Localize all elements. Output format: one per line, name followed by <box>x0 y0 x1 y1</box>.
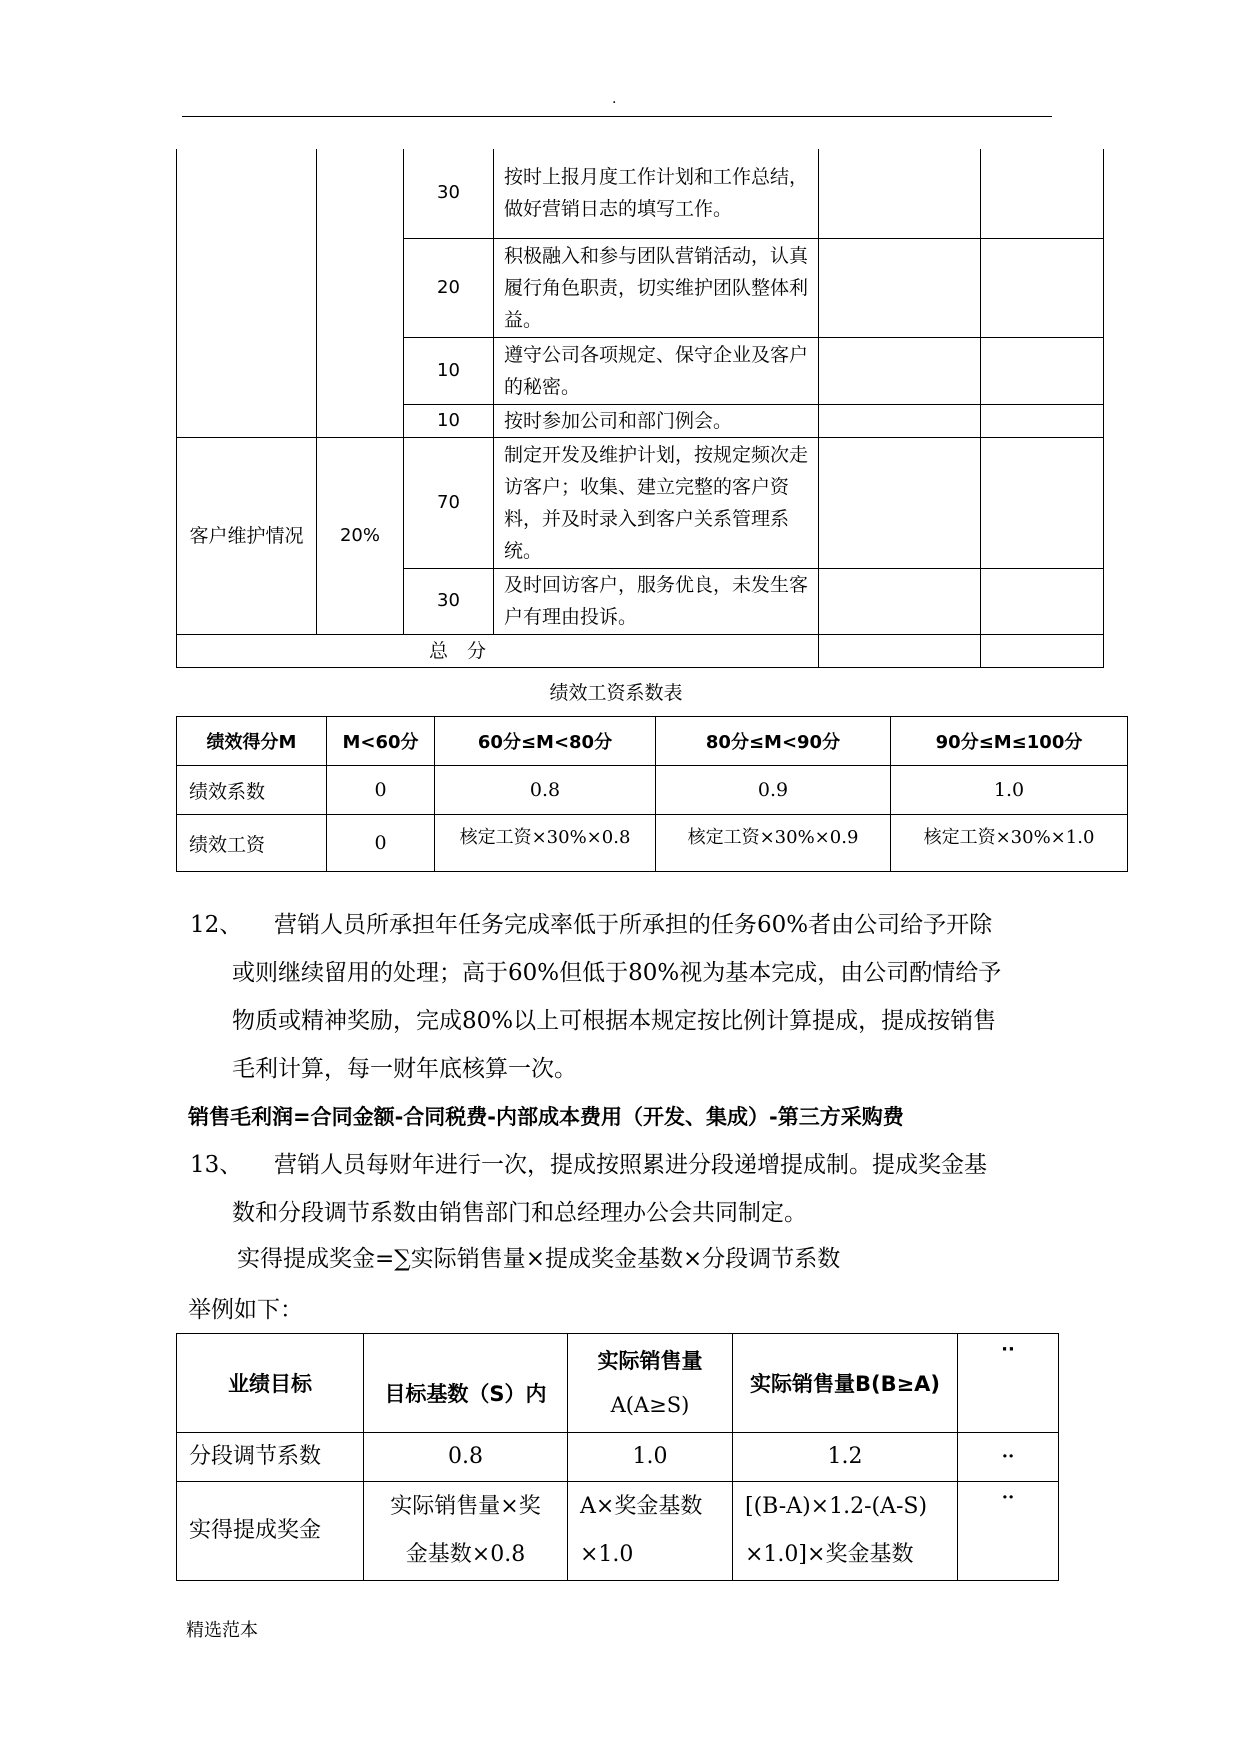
self-score-cell <box>819 568 981 634</box>
criteria-cell: 遵守公司各项规定、保守企业及客户的秘密。 <box>494 337 819 404</box>
category-cell: 客户维护情况 <box>177 437 317 634</box>
review-score-cell <box>981 568 1104 634</box>
table-cell: 核定工资×30%×1.0 <box>891 815 1128 872</box>
table-row <box>177 1482 1059 1581</box>
score-cell: 30 <box>404 149 494 238</box>
performance-coefficient-table <box>176 716 1128 872</box>
paragraph-text: 物质或精神奖励，完成80%以上可根据本规定按比例计算提成，提成按销售 <box>232 1008 997 1034</box>
paragraph-index: 13、 <box>190 1152 243 1178</box>
coefficient-table-caption: 绩效工资系数表 <box>549 682 683 704</box>
review-score-cell <box>981 149 1104 238</box>
table-cell: 1.2 <box>733 1433 958 1482</box>
paragraph-text: 数和分段调节系数由销售部门和总经理办公会共同制定。 <box>232 1200 807 1226</box>
table-cell: 0.8 <box>435 766 656 815</box>
self-score-cell <box>819 404 981 437</box>
score-cell: 30 <box>404 568 494 634</box>
column-header: 业绩目标 <box>177 1334 364 1433</box>
table-row <box>177 815 1128 872</box>
table-header-row <box>177 1334 1059 1433</box>
column-header: 目标基数（S）内 <box>364 1334 568 1433</box>
category-cell-empty <box>177 149 317 437</box>
table-cell <box>568 1482 733 1581</box>
header-dot: . <box>612 91 617 107</box>
row-label: 绩效工资 <box>177 815 327 872</box>
column-header: 80分≤M<90分 <box>656 717 891 766</box>
self-score-cell <box>819 238 981 337</box>
column-header: 60分≤M<80分 <box>435 717 656 766</box>
column-header-line: A(A≥S) <box>610 1393 690 1417</box>
row-label: 分段调节系数 <box>177 1433 364 1482</box>
column-header: 实际销售量B(B≥A) <box>733 1334 958 1433</box>
table-cell: 0 <box>327 815 435 872</box>
score-cell: 10 <box>404 337 494 404</box>
paragraph-text: 营销人员所承担年任务完成率低于所承担的任务60%者由公司给予开除 <box>274 912 993 938</box>
column-header <box>568 1334 733 1433</box>
table-cell-ellipsis: ·· <box>958 1482 1059 1581</box>
self-score-cell <box>819 437 981 568</box>
criteria-cell: 及时回访客户，服务优良，未发生客户有理由投诉。 <box>494 568 819 634</box>
column-header: 绩效得分M <box>177 717 327 766</box>
table-cell-ellipsis: ·· <box>958 1433 1059 1482</box>
table-header-row <box>177 717 1128 766</box>
total-row <box>177 634 1104 667</box>
table-row <box>177 766 1128 815</box>
table-cell: 核定工资×30%×0.8 <box>435 815 656 872</box>
table-cell <box>733 1482 958 1581</box>
review-score-cell <box>981 238 1104 337</box>
performance-items-table <box>176 149 1104 668</box>
criteria-cell: 按时参加公司和部门例会。 <box>494 404 819 437</box>
table-cell <box>364 1482 568 1581</box>
total-review-score-cell <box>981 634 1104 667</box>
table-row <box>177 1433 1059 1482</box>
row-label: 实得提成奖金 <box>177 1482 364 1581</box>
example-label: 举例如下： <box>188 1297 303 1323</box>
table-cell: 1.0 <box>568 1433 733 1482</box>
paragraph-text: 或则继续留用的处理；高于60%但低于80%视为基本完成，由公司酌情给予 <box>232 960 1002 986</box>
total-label: 总 分 <box>177 634 819 667</box>
paragraph-index: 12、 <box>190 912 243 938</box>
cell-line: 实际销售量×奖 <box>390 1494 541 1519</box>
column-header: M<60分 <box>327 717 435 766</box>
paragraph-12 <box>190 901 1090 1093</box>
score-cell: 10 <box>404 404 494 437</box>
score-cell: 20 <box>404 238 494 337</box>
header-rule <box>182 116 1052 117</box>
cell-line: [(B-A)×1.2-(A-S) <box>745 1494 928 1519</box>
column-header: 90分≤M≤100分 <box>891 717 1128 766</box>
table-cell: 1.0 <box>891 766 1128 815</box>
cell-line: 金基数×0.8 <box>405 1542 526 1567</box>
paragraph-13 <box>190 1141 1090 1237</box>
review-score-cell <box>981 404 1104 437</box>
table-cell: 0.8 <box>364 1433 568 1482</box>
table-row <box>177 437 1104 568</box>
column-header-ellipsis: ·· <box>958 1334 1059 1433</box>
self-score-cell <box>819 149 981 238</box>
table-cell: 0 <box>327 766 435 815</box>
table-row <box>177 149 1104 238</box>
criteria-cell: 按时上报月度工作计划和工作总结，做好营销日志的填写工作。 <box>494 149 819 238</box>
profit-formula: 销售毛利润=合同金额-合同税费-内部成本费用（开发、集成）-第三方采购费 <box>188 1105 904 1129</box>
footer-label: 精选范本 <box>186 1620 258 1641</box>
table-cell: 核定工资×30%×0.9 <box>656 815 891 872</box>
bonus-example-table <box>176 1333 1059 1581</box>
weight-cell-empty <box>317 149 404 437</box>
criteria-cell: 制定开发及维护计划，按规定频次走访客户；收集、建立完整的客户资料，并及时录入到客户关系管理系统。 <box>494 437 819 568</box>
cell-line: ×1.0 <box>580 1542 634 1567</box>
paragraph-text: 毛利计算，每一财年底核算一次。 <box>232 1056 577 1082</box>
score-cell: 70 <box>404 437 494 568</box>
column-header-line: 实际销售量 <box>597 1349 703 1373</box>
cell-line: A×奖金基数 <box>580 1494 703 1519</box>
weight-cell: 20% <box>317 437 404 634</box>
cell-line: ×1.0]×奖金基数 <box>745 1542 914 1567</box>
total-self-score-cell <box>819 634 981 667</box>
self-score-cell <box>819 337 981 404</box>
bonus-formula: 实得提成奖金=∑实际销售量×提成奖金基数×分段调节系数 <box>237 1246 841 1272</box>
review-score-cell <box>981 437 1104 568</box>
criteria-cell: 积极融入和参与团队营销活动，认真履行角色职责，切实维护团队整体利益。 <box>494 238 819 337</box>
table-cell: 0.9 <box>656 766 891 815</box>
review-score-cell <box>981 337 1104 404</box>
paragraph-text: 营销人员每财年进行一次，提成按照累进分段递增提成制。提成奖金基 <box>274 1152 987 1178</box>
row-label: 绩效系数 <box>177 766 327 815</box>
